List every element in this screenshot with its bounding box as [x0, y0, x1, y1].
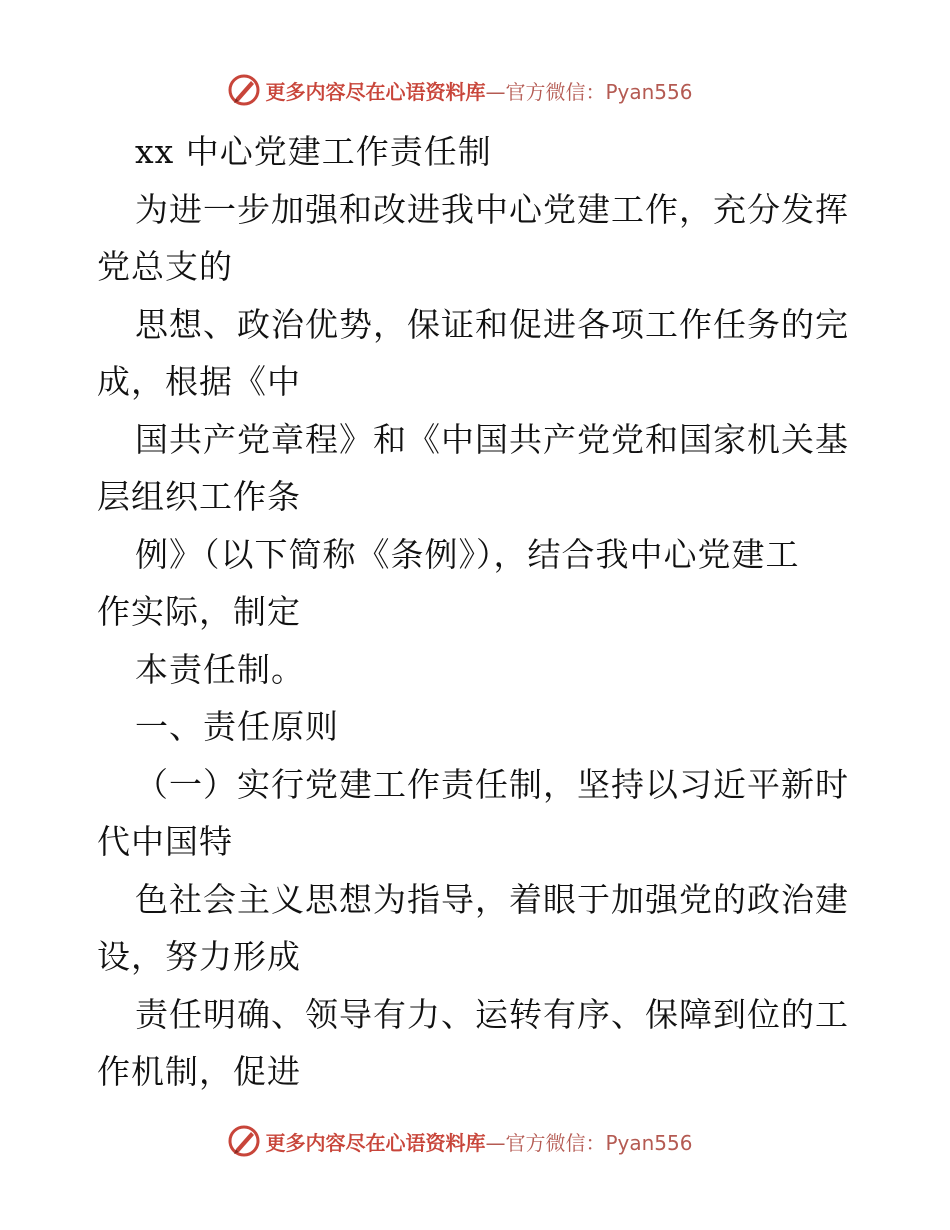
paragraph-line: 设，努力形成 [97, 937, 301, 976]
paragraph-line: （一）实行党建工作责任制，坚持以习近平新时 [135, 764, 849, 804]
watermark-main-text: 更多内容尽在心语资料库 [265, 79, 486, 104]
header-watermark [0, 70, 950, 110]
paragraph-line: 思想、政治优势，保证和促进各项工作任务的完 [135, 304, 849, 344]
paragraph-line: 成，根据《中 [97, 362, 301, 401]
paragraph-line: 为进一步加强和改进我中心党建工作，充分发挥 [135, 189, 849, 229]
paragraph-line: 党总支的 [97, 247, 233, 286]
pen-logo-icon [227, 1124, 261, 1158]
paragraph-line: 本责任制。 [135, 649, 305, 689]
document-body [97, 123, 857, 1101]
footer-watermark [0, 1121, 950, 1161]
section-heading: 一、责任原则 [135, 707, 339, 746]
document-title: xx 中心党建工作责任制 [135, 132, 492, 171]
paragraph-line: 责任明确、领导有力、运转有序、保障到位的工 [135, 994, 849, 1034]
paragraph-line: 作实际，制定 [97, 592, 301, 631]
paragraph-line: 作机制，促进 [97, 1052, 301, 1091]
paragraph-line: 层组织工作条 [97, 477, 301, 516]
paragraph-line: 色社会主义思想为指导，着眼于加强党的政治建 [135, 879, 849, 919]
paragraph-line: 代中国特 [97, 822, 233, 861]
watermark-sub-text: —官方微信：Pyan556 [485, 79, 693, 104]
watermark-main-text: 更多内容尽在心语资料库 [265, 1130, 486, 1155]
pen-logo-icon [227, 73, 261, 107]
paragraph-line: 国共产党章程》和《中国共产党党和国家机关基 [135, 419, 849, 459]
paragraph-line: 例》（以下简称《条例》），结合我中心党建工 [135, 534, 800, 574]
watermark-sub-text: —官方微信：Pyan556 [485, 1130, 693, 1155]
